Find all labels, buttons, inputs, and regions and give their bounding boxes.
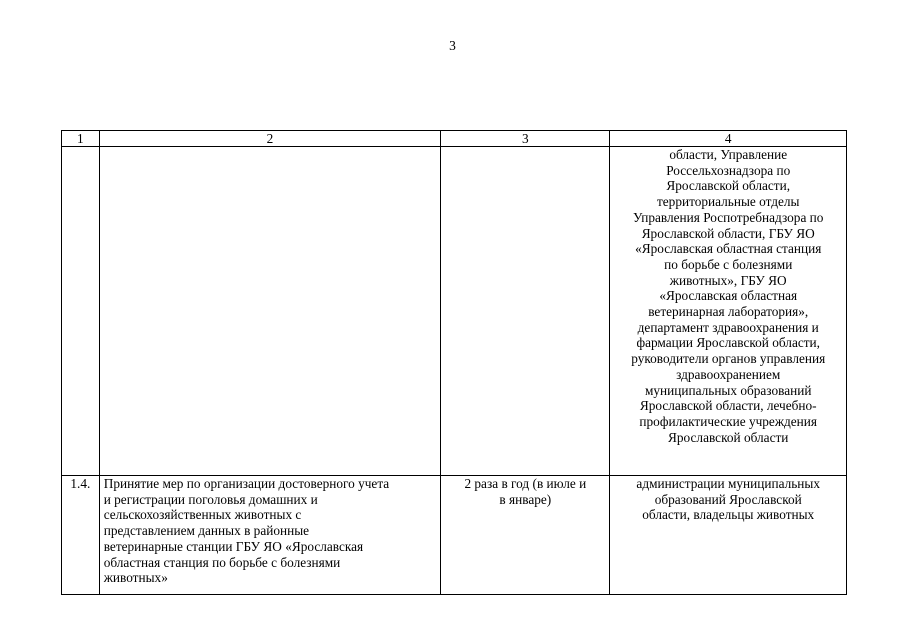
responsible-line: Ярославской области, (666, 178, 791, 194)
responsible-line: муниципальных образований (644, 382, 812, 398)
responsible-line: Ярославской области, ГБУ ЯО (641, 225, 815, 241)
timing-line: в январе) (499, 491, 552, 507)
responsible-line: фармации Ярославской области, (636, 335, 820, 351)
header-cell-1: 1 (62, 131, 100, 147)
description-line: Принятие мер по организации достоверного учета (103, 476, 390, 491)
description-line: ветеринарные станции ГБУ ЯО «Ярославская (103, 538, 364, 554)
table-header-row (62, 131, 847, 147)
responsible-cell (610, 476, 847, 595)
row-number-cell: 1.4. (62, 476, 100, 595)
description-line: и регистрации поголовья домашних и (103, 491, 318, 507)
responsible-line: территориальные отделы (656, 194, 800, 210)
table-row (62, 147, 847, 476)
responsible-line: Ярославской области, лечебно- (639, 398, 817, 414)
header-cell-2: 2 (99, 131, 441, 147)
responsible-line: по борьбе с болезнями (664, 256, 793, 272)
row-number-cell (62, 147, 100, 476)
responsible-line: Управления Роспотребнадзора по (632, 209, 824, 225)
responsible-line: животных», ГБУ ЯО (669, 272, 787, 288)
header-cell-3: 3 (441, 131, 610, 147)
responsible-line: здравоохранением (676, 366, 781, 382)
responsible-line: области, владельцы животных (642, 507, 815, 523)
measures-table (61, 130, 847, 595)
description-cell (99, 147, 441, 476)
responsible-line: Россельхознадзора по (666, 162, 791, 178)
responsible-line: руководители органов управления (631, 351, 826, 367)
responsible-line: Ярославской области (668, 429, 789, 445)
responsible-line: области, Управление (669, 147, 788, 162)
responsible-line: «Ярославская областная (659, 288, 798, 304)
header-cell-4: 4 (610, 131, 847, 147)
timing-cell (441, 147, 610, 476)
responsible-line: ветеринарная лаборатория», (648, 304, 809, 320)
description-line: областная станция по борьбе с болезнями (103, 554, 341, 570)
responsible-line: «Ярославская областная станция (635, 241, 822, 257)
responsible-line: профилактические учреждения (639, 413, 818, 429)
description-line: представлением данных в районные (103, 523, 310, 539)
responsible-line: администрации муниципальных (636, 476, 821, 491)
responsible-line: департамент здравоохранения и (637, 319, 819, 335)
responsible-cell (610, 147, 847, 476)
description-cell (99, 476, 441, 595)
timing-cell (441, 476, 610, 595)
description-line: животных» (103, 570, 168, 586)
timing-line: 2 раза в год (в июле и (464, 476, 587, 491)
table-row (62, 476, 847, 595)
page-number: 3 (449, 38, 456, 53)
responsible-line: образований Ярославской (654, 491, 802, 507)
description-line: сельскохозяйственных животных с (103, 507, 302, 523)
